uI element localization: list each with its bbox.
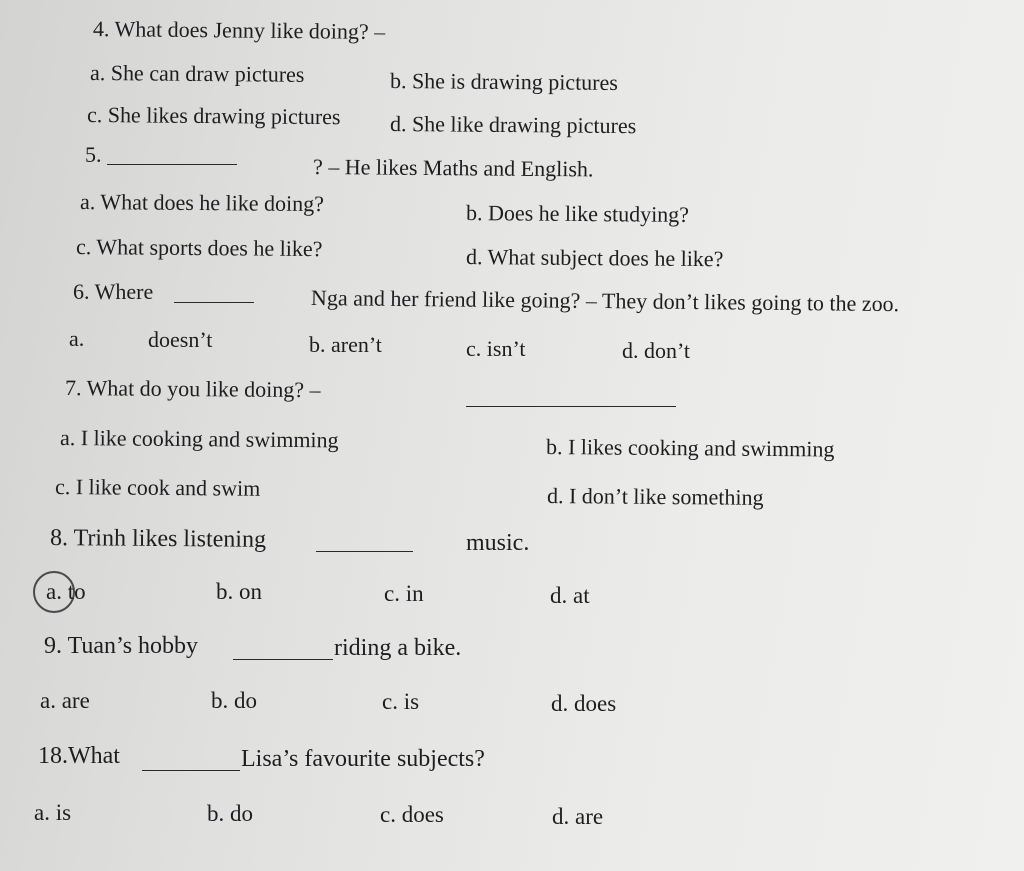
q7-option-c: c. I like cook and swim <box>54 474 261 501</box>
q8-option-d: d. at <box>550 583 590 608</box>
q6-stem-start: 6. Where <box>73 279 154 304</box>
q18-stem-end: Lisa’s favourite subjects? <box>241 746 485 772</box>
q6-stem-rest: Nga and her friend like going? – They don’t likes going to the zoo. <box>310 285 900 317</box>
q9-option-d: d. does <box>551 691 617 716</box>
q9-option-b: b. do <box>211 688 257 713</box>
q18-option-c: c. does <box>380 802 444 827</box>
q6-answer-blank <box>174 302 254 303</box>
q7-stem: 7. What do you like doing? – <box>64 375 321 403</box>
q8-option-a: a. to <box>46 579 86 604</box>
q4-option-a: a. She can draw pictures <box>89 60 305 87</box>
q6-option-c: c. isn’t <box>466 336 526 361</box>
q18-option-a: a. is <box>34 800 72 825</box>
q5-answer-blank <box>107 164 237 165</box>
q6-option-d: d. don’t <box>622 338 691 363</box>
q5-option-c: c. What sports does he like? <box>75 234 323 262</box>
q5-number: 5. <box>85 142 102 167</box>
q8-stem-start: 8. Trinh likes listening <box>49 525 267 553</box>
q6-option-b: b. aren’t <box>309 332 382 357</box>
q8-option-b: b. on <box>216 579 262 604</box>
q9-option-a: a. are <box>40 688 90 713</box>
q4-option-c: c. She likes drawing pictures <box>86 102 341 130</box>
q8-option-c: c. in <box>384 581 424 606</box>
q7-option-b: b. I likes cooking and swimming <box>545 434 835 462</box>
q6-option-a-letter: a. <box>69 326 85 351</box>
q6-option-a-text: doesn’t <box>148 327 213 352</box>
q5-stem-rest: ? – He likes Maths and English. <box>312 154 594 182</box>
q5-option-b: b. Does he like studying? <box>465 200 690 227</box>
q7-answer-blank <box>466 406 676 407</box>
q4-stem: 4. What does Jenny like doing? – <box>92 16 386 45</box>
q9-answer-blank <box>233 659 333 660</box>
q5-option-a: a. What does he like doing? <box>79 189 325 217</box>
q7-option-a: a. I like cooking and swimming <box>59 425 339 453</box>
q18-answer-blank <box>142 770 240 771</box>
q8-answer-blank <box>316 551 413 552</box>
q18-option-b: b. do <box>207 801 253 826</box>
q7-option-d: d. I don’t like something <box>546 483 764 510</box>
q8-stem-end: music. <box>466 530 530 556</box>
q9-stem-start: 9. Tuan’s hobby <box>44 633 199 659</box>
q18-stem-start: 18.What <box>38 743 120 769</box>
q18-option-d: d. are <box>552 804 604 829</box>
q9-option-c: c. is <box>382 689 420 714</box>
q4-option-b: b. She is drawing pictures <box>389 68 619 95</box>
q4-option-d: d. She like drawing pictures <box>389 111 637 139</box>
q9-stem-end: riding a bike. <box>334 635 462 661</box>
q5-option-d: d. What subject does he like? <box>465 244 724 272</box>
